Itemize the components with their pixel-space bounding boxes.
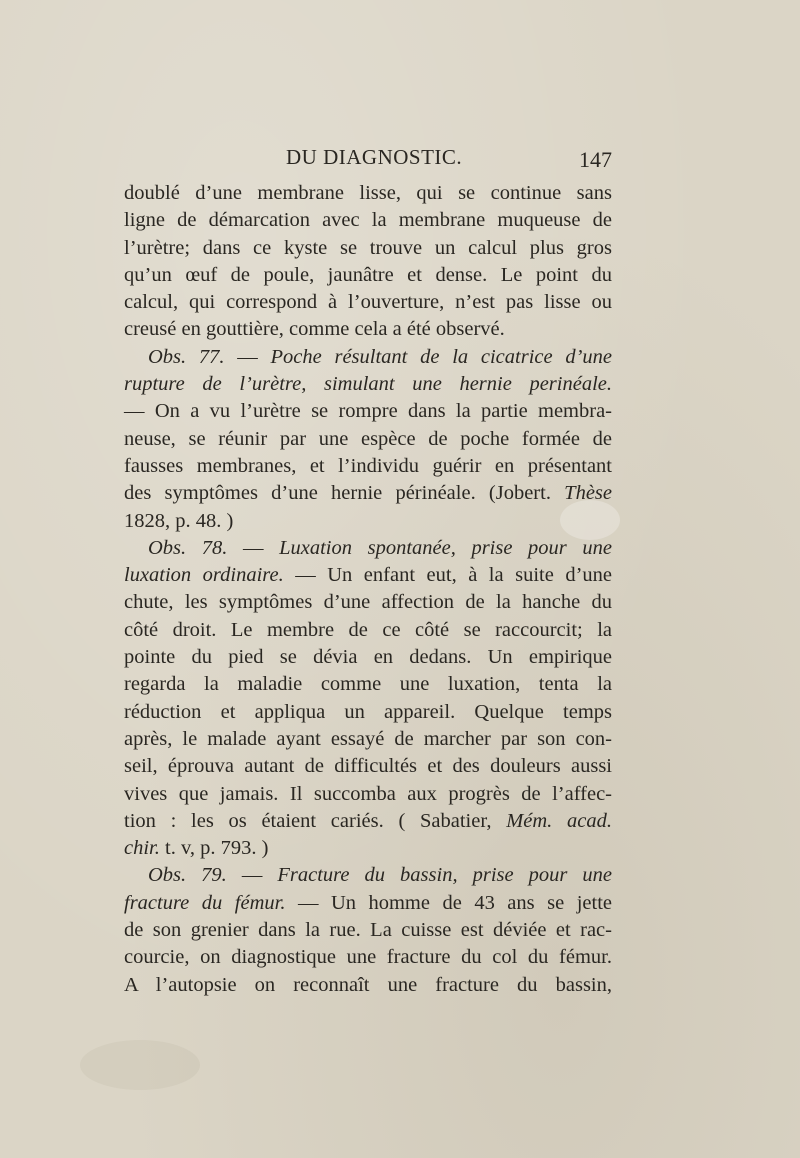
obs-label: Obs. 78. xyxy=(148,536,228,559)
obs-79-title-cont xyxy=(124,890,612,917)
body-text xyxy=(124,180,612,999)
page-header xyxy=(124,145,612,181)
obs-77-title-cont xyxy=(124,371,612,398)
text-span: tion : les os étaient cariés. ( Sabatier, xyxy=(124,809,507,832)
obs-title: Luxation spontanée, prise pour une xyxy=(279,536,612,559)
obs-title: Fracture du bassin, prise pour une xyxy=(277,864,612,887)
obs-label: Obs. 79. xyxy=(148,864,227,887)
obs-dash: — xyxy=(226,864,278,887)
obs-dash: — xyxy=(227,536,280,559)
obs-78-heading xyxy=(124,535,612,562)
obs-label: Obs. 77. xyxy=(148,345,225,368)
text-line: réduction et appliqua un appareil. Quelque temps xyxy=(124,700,612,723)
text-line: côté droit. Le membre de ce côté se raccourcit; la xyxy=(124,618,612,641)
text-line: de son grenier dans la rue. La cuisse est déviée et rac- xyxy=(124,919,612,942)
citation-italic: Mém. acad. xyxy=(506,809,612,832)
text-line xyxy=(124,835,612,862)
text-line: — On a vu l’urètre se rompre dans la partie membra- xyxy=(124,400,612,423)
text-line: calcul, qui correspond à l’ouverture, n’est pas lisse ou xyxy=(124,291,612,314)
text-line: ligne de démarcation avec la membrane muqueuse de xyxy=(124,209,612,232)
obs-dash: — xyxy=(224,345,271,368)
obs-title: Poche résultant de la cicatrice d’une xyxy=(270,345,612,368)
text-span: — Un enfant eut, à la suite d’une xyxy=(283,564,612,587)
running-head: DU DIAGNOSTIC. xyxy=(286,145,463,169)
text-line: A l’autopsie on reconnaît une fracture du bassin, xyxy=(124,973,612,996)
obs-title: fracture du fémur. xyxy=(124,891,286,914)
text-line: après, le malade ayant essayé de marcher par son con- xyxy=(124,727,612,750)
text-line: 1828, p. 48. ) xyxy=(124,509,234,532)
obs-title: luxation ordinaire. xyxy=(124,564,284,587)
text-line: qu’un œuf de poule, jaunâtre et dense. Le point du xyxy=(124,263,612,286)
obs-79-heading xyxy=(124,862,612,889)
text-line: seil, éprouva autant de difficultés et des douleurs aussi xyxy=(124,755,612,778)
text-line xyxy=(124,480,612,507)
obs-title: rupture de l’urètre, simulant une hernie perinéale. xyxy=(124,373,612,396)
text-line: pointe du pied se dévia en dedans. Un empirique xyxy=(124,646,612,669)
paper-stain xyxy=(80,1040,200,1090)
text-line: chute, les symptômes d’une affection de la hanche du xyxy=(124,591,612,614)
obs-77-heading xyxy=(124,344,612,371)
text-line: fausses membranes, et l’individu guérir en présentant xyxy=(124,454,612,477)
text-line: l’urètre; dans ce kyste se trouve un calcul plus gros xyxy=(124,236,612,259)
citation-italic: Thèse xyxy=(564,482,612,505)
page-number: 147 xyxy=(579,147,612,172)
text-span: des symptômes d’une hernie périnéale. (Jobert. xyxy=(124,482,565,505)
text-span: — Un homme de 43 ans se jette xyxy=(285,891,612,914)
text-line: courcie, on diagnostique une fracture du col du fémur. xyxy=(124,946,612,969)
text-line: creusé en gouttière, comme cela a été observé. xyxy=(124,318,505,341)
text-line: regarda la maladie comme une luxation, tenta la xyxy=(124,673,612,696)
text-line: neuse, se réunir par une espèce de poche formée de xyxy=(124,427,612,450)
obs-78-title-cont xyxy=(124,562,612,589)
text-line: vives que jamais. Il succomba aux progrès de l’affec- xyxy=(124,782,612,805)
text-line: doublé d’une membrane lisse, qui se continue sans xyxy=(124,182,612,204)
text-span: t. v, p. 793. ) xyxy=(159,837,269,860)
text-line xyxy=(124,808,612,835)
citation-italic: chir. xyxy=(124,837,160,860)
